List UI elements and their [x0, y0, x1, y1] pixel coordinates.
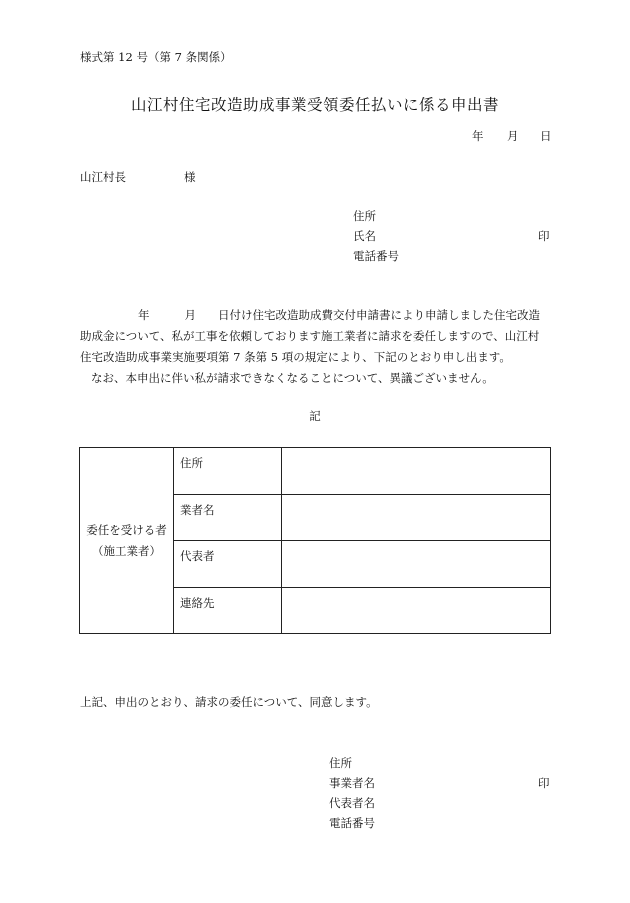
row-value-contact[interactable] [282, 587, 551, 634]
recipient-table [79, 447, 551, 634]
addressee-honorific: 様 [184, 170, 196, 184]
consent-address-label: 住所 [329, 756, 352, 770]
body-month: 月 [184, 308, 196, 322]
table-row [80, 448, 551, 495]
row-value-address[interactable] [282, 448, 551, 495]
row-label-business-name: 業者名 [174, 494, 282, 541]
recipient-header-line-2: （施工業者） [92, 543, 161, 558]
body-line-1: 年 月 日付け住宅改造助成費交付申請書により申請しました住宅改造 [138, 308, 540, 322]
addressee-name: 山江村長 [80, 170, 126, 184]
date-year-label: 年 [472, 129, 484, 143]
applicant-seal-mark: 印 [538, 229, 550, 243]
date-day-label: 日 [540, 129, 552, 143]
row-label-representative: 代表者 [174, 541, 282, 588]
date-month-label: 月 [507, 129, 519, 143]
applicant-phone-label: 電話番号 [353, 249, 399, 263]
document-title: 山江村住宅改造助成事業受領委任払いに係る申出書 [130, 96, 499, 114]
body-line-2: 助成金について、私が工事を依頼しております施工業者に請求を委任しますので、山江村 [80, 329, 540, 343]
recipient-header-cell [80, 448, 174, 634]
row-label-contact: 連絡先 [174, 587, 282, 634]
request-body [80, 305, 552, 389]
applicant-name-label: 氏名 [353, 229, 376, 243]
applicant-address-label: 住所 [353, 209, 376, 223]
row-value-business-name[interactable] [282, 494, 551, 541]
consent-seal-mark: 印 [538, 776, 550, 790]
form-number: 様式第 12 号（第 7 条関係） [80, 50, 232, 64]
ki-heading: 記 [309, 409, 321, 423]
consent-statement: 上記、申出のとおり、請求の委任について、同意します。 [80, 695, 378, 709]
row-value-representative[interactable] [282, 541, 551, 588]
body-line-4: なお、本申出に伴い私が請求できなくなることについて、異議ございません。 [91, 371, 494, 385]
consent-phone-label: 電話番号 [329, 816, 375, 830]
body-year: 年 [138, 308, 150, 322]
body-line-3: 住宅改造助成事業実施要項第 7 条第 5 項の規定により、下記のとおり申し出ます。 [80, 350, 511, 364]
addressee [80, 172, 196, 184]
consent-business-name-label: 事業者名 [329, 776, 375, 790]
recipient-header-line-1: 委任を受ける者 [86, 522, 167, 537]
consent-representative-label: 代表者名 [329, 796, 375, 810]
row-label-address: 住所 [174, 448, 282, 495]
